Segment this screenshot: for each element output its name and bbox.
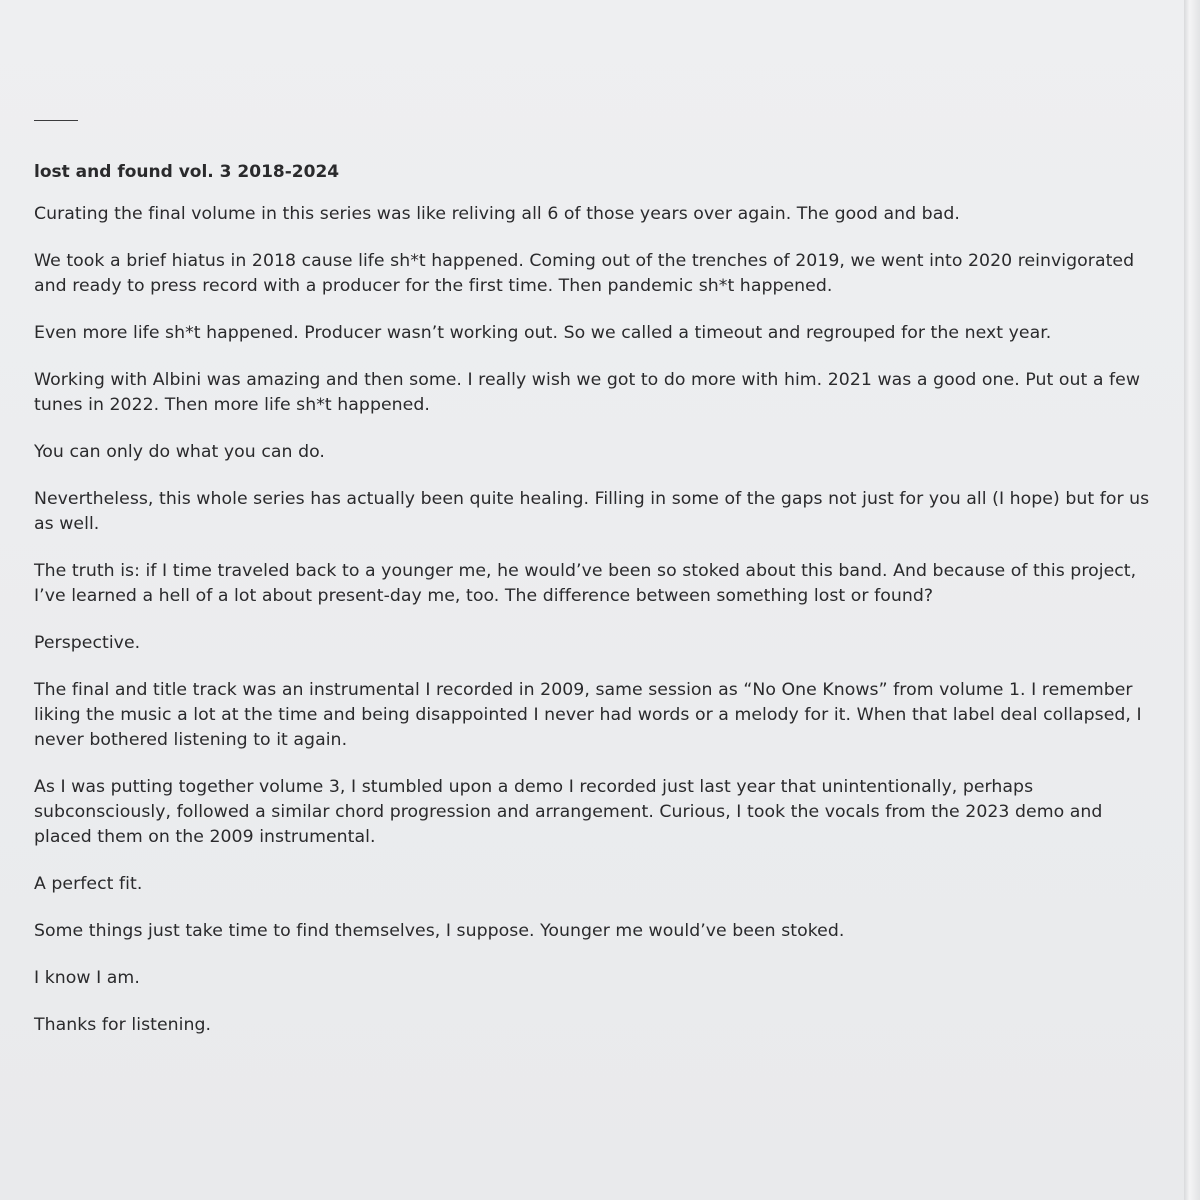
window-edge: [1184, 0, 1200, 1200]
paragraph: Even more life sh*t happened. Producer wasn’t working out. So we called a timeout and regrouped for the next year.: [34, 323, 1052, 343]
paragraph: I know I am.: [34, 968, 140, 988]
paragraph: The final and title track was an instrumental I recorded in 2009, same session as “No One Knows” from volume 1. I remember liking the music a lot at the time and being disappointed I never had words or a melody for it. When that label deal collapsed, I never bothered listening to it again.: [34, 680, 1142, 750]
document-body: [34, 160, 1164, 1060]
paragraph: Curating the final volume in this series was like reliving all 6 of those years over again. The good and bad.: [34, 204, 960, 224]
paragraph: Working with Albini was amazing and then some. I really wish we got to do more with him. 2021 was a good one. Put out a few tunes in 2022. Then more life sh*t happened.: [34, 370, 1141, 415]
paragraph: Thanks for listening.: [34, 1015, 212, 1035]
paragraph: A perfect fit.: [34, 874, 143, 894]
paragraph: You can only do what you can do.: [34, 442, 325, 462]
paragraph: We took a brief hiatus in 2018 cause life sh*t happened. Coming out of the trenches of 2019, we went into 2020 reinvigorated and ready to press record with a producer for the first time. Then pandemic sh*t happened.: [34, 251, 1135, 296]
paragraph: Perspective.: [34, 633, 141, 653]
paragraph: Nevertheless, this whole series has actually been quite healing. Filling in some of the gaps not just for you all (I hope) but for us as well.: [34, 489, 1150, 534]
paragraph: Some things just take time to find themselves, I suppose. Younger me would’ve been stoked.: [34, 921, 845, 941]
divider-line: [34, 120, 78, 121]
paragraph: The truth is: if I time traveled back to a younger me, he would’ve been so stoked about this band. And because of this project, I’ve learned a hell of a lot about present-day me, too. The difference between something lost or found?: [34, 561, 1137, 606]
document-title: lost and found vol. 3 2018-2024: [34, 162, 340, 182]
paragraph: As I was putting together volume 3, I stumbled upon a demo I recorded just last year that unintentionally, perhaps subconsciously, followed a similar chord progression and arrangement. Curious, I took the vocals from the 2023 demo and placed them on the 2009 instrumental.: [34, 777, 1103, 847]
